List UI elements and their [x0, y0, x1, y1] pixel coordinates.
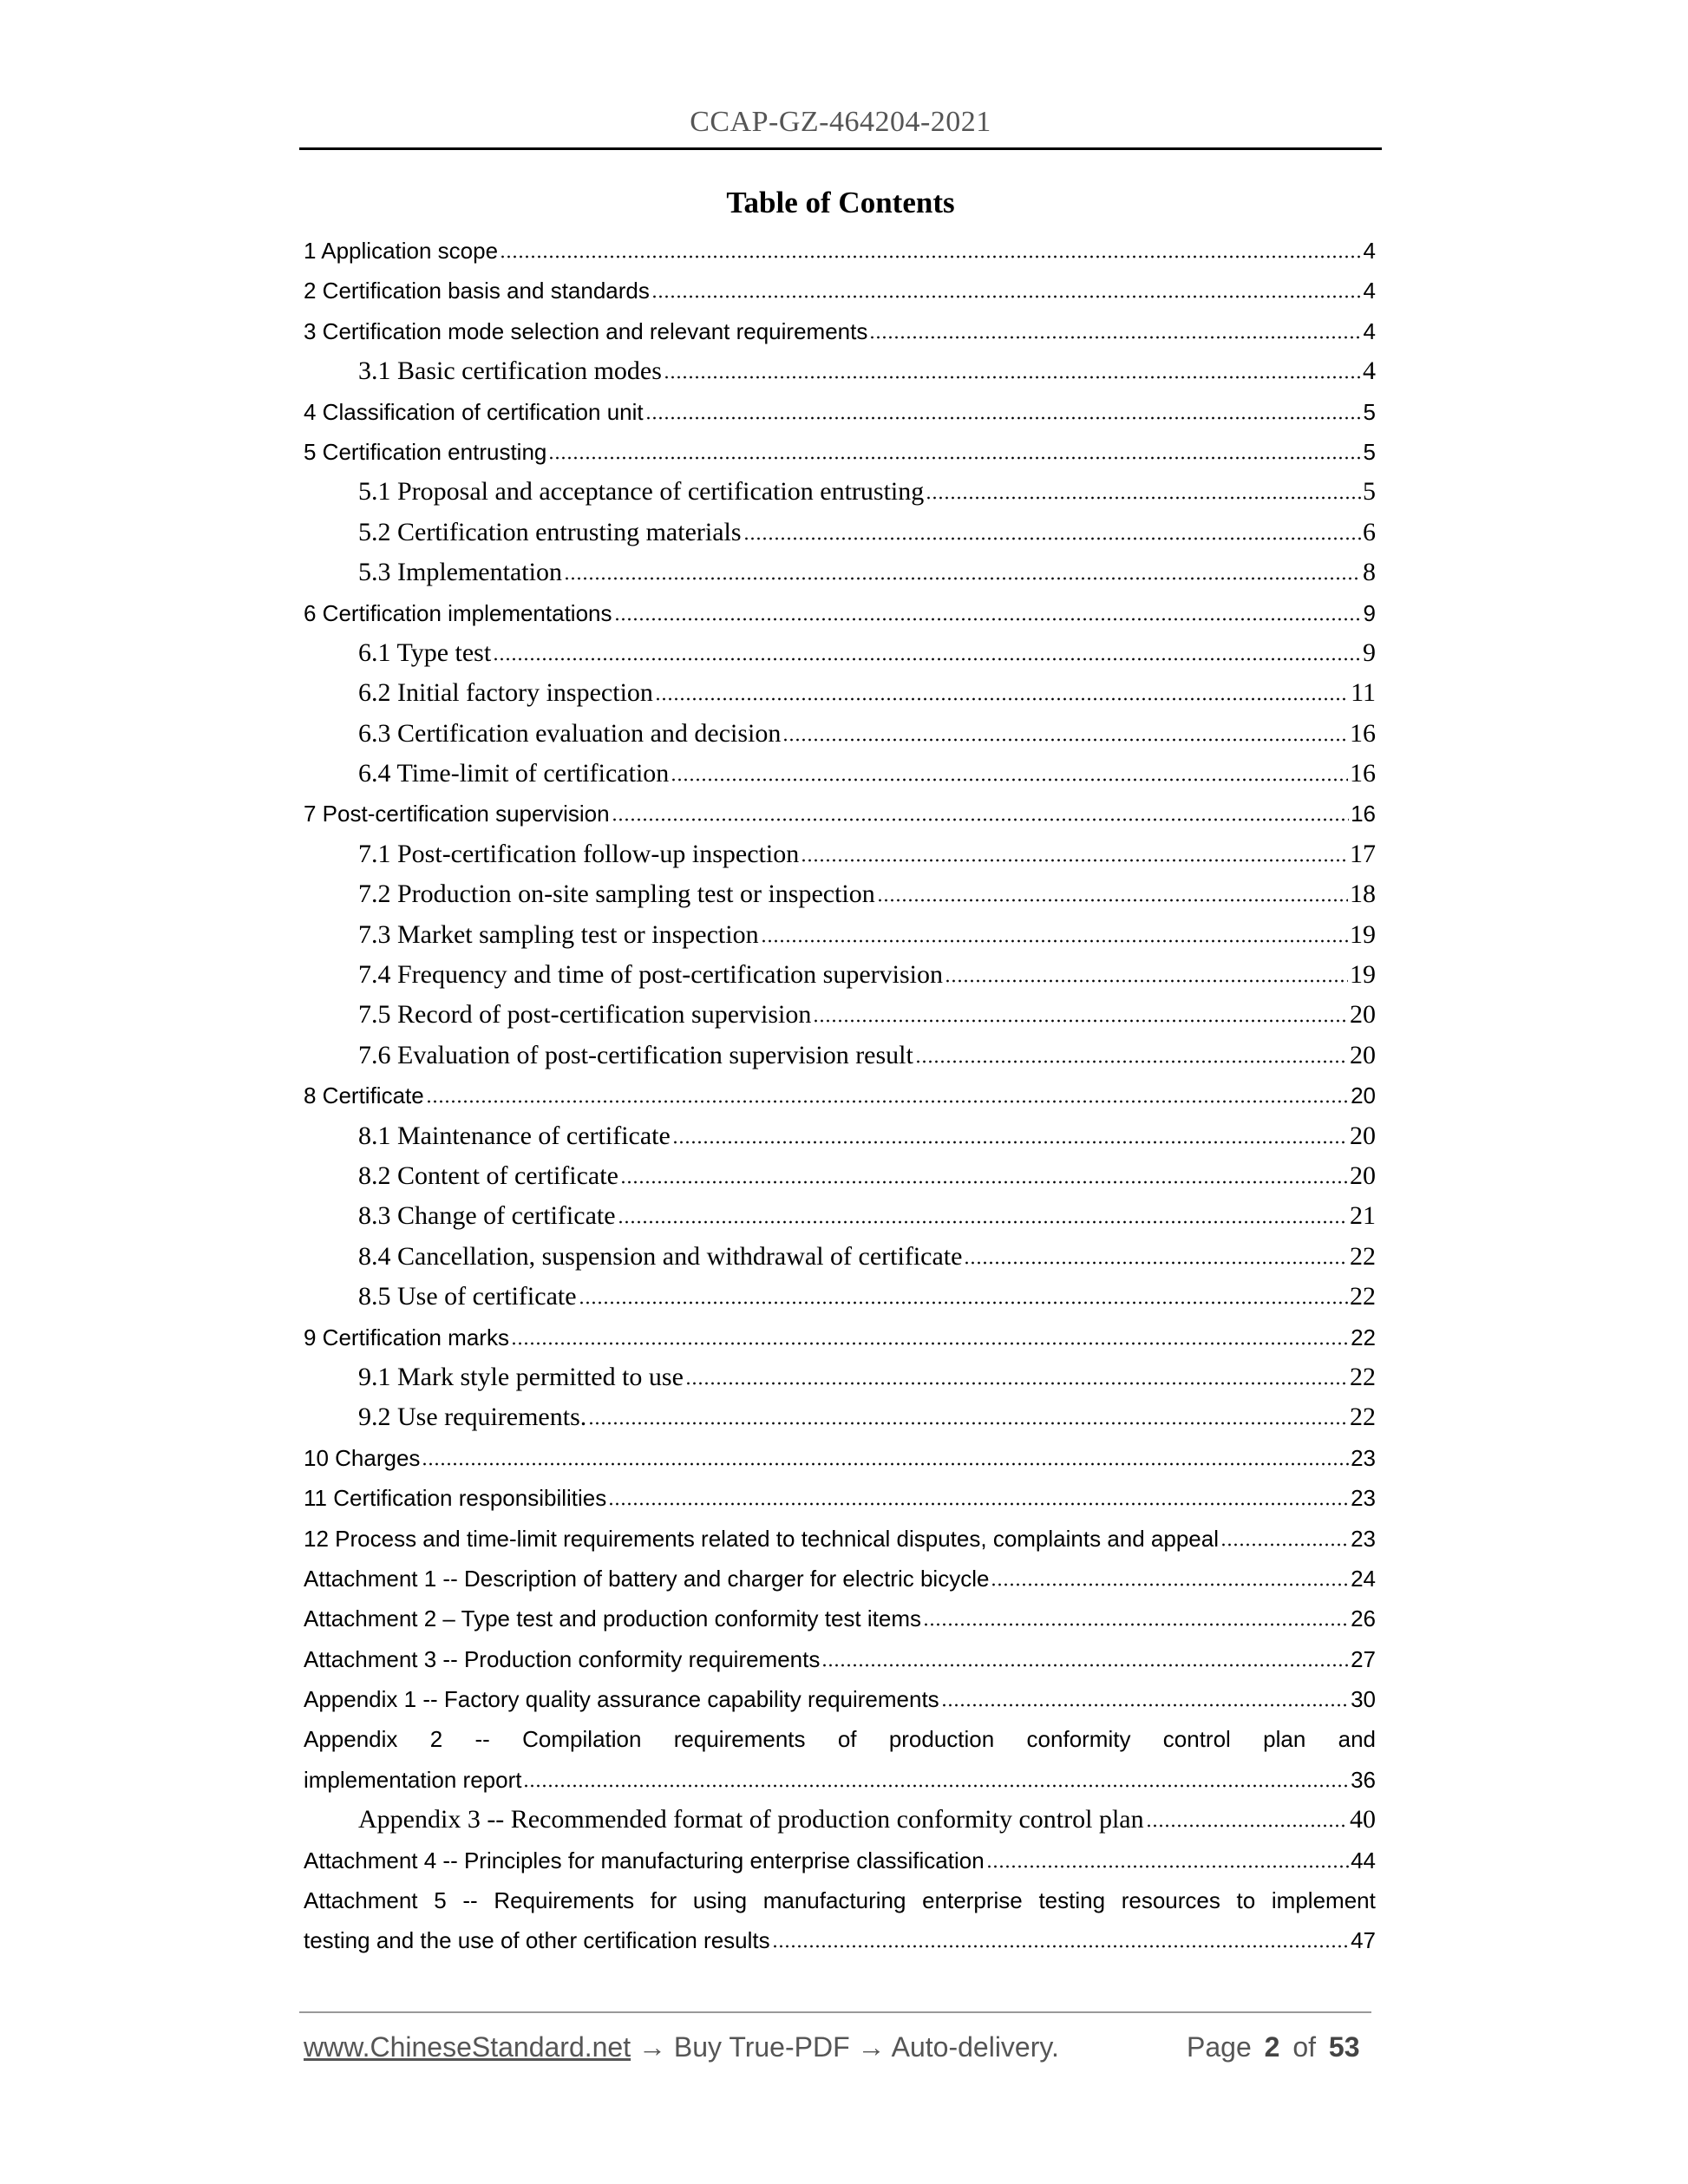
dot-leader [588, 1422, 1348, 1425]
toc-entry-page: 44 [1351, 1847, 1376, 1873]
toc-entry[interactable] [304, 1076, 1376, 1115]
toc-entry-page: 20 [1350, 1161, 1376, 1190]
toc-entry-title: 6.3 Certification evaluation and decision [358, 718, 782, 748]
toc-entry-page: 19 [1350, 960, 1376, 990]
toc-entry-page: 20 [1351, 1082, 1376, 1109]
toc-entry[interactable] [304, 874, 1376, 914]
of-label: of [1292, 2031, 1316, 2063]
dot-leader [612, 818, 1349, 821]
toc-entry-page: 4 [1363, 278, 1376, 304]
dot-leader [782, 738, 1348, 742]
toc-entry-page: 5 [1363, 438, 1376, 465]
toc-entry[interactable] [304, 1478, 1376, 1518]
dot-leader [500, 255, 1361, 258]
dot-leader [655, 697, 1349, 701]
toc-entry-title: 8.4 Cancellation, suspension and withdrawal of certificate [358, 1241, 963, 1271]
toc-entry[interactable] [304, 714, 1376, 754]
dot-leader [671, 778, 1348, 781]
toc-entry[interactable] [304, 1760, 1376, 1800]
toc-entry-title: Attachment 1 -- Description of battery and charger for electric bicycle [304, 1565, 990, 1592]
toc-entry-title: 1 Application scope [304, 238, 499, 264]
toc-entry-page: 21 [1350, 1201, 1376, 1231]
toc-entry-title: 7.1 Post-certification follow-up inspection [358, 839, 800, 868]
toc-entry-title: 6.2 Initial factory inspection [358, 678, 653, 708]
total-pages: 53 [1328, 2031, 1360, 2063]
toc-entry[interactable] [304, 472, 1376, 512]
dot-leader [813, 1019, 1348, 1023]
document-code-header: CCAP-GZ-464204-2021 [690, 106, 991, 138]
toc-entry-title: 12 Process and time-limit requirements related to technical disputes, complaints and appeal [304, 1525, 1219, 1552]
dot-leader [523, 1784, 1349, 1788]
toc-entry[interactable] [304, 1679, 1376, 1719]
toc-entry-title: 7.2 Production on-site sampling test or inspection [358, 879, 875, 909]
dot-leader [511, 1342, 1349, 1345]
toc-entry-page: 5 [1363, 398, 1376, 425]
dot-leader [672, 1141, 1348, 1144]
dot-leader [426, 1100, 1349, 1103]
toc-entry[interactable] [304, 955, 1376, 995]
dot-leader [1146, 1824, 1348, 1828]
toc-entry[interactable] [304, 1156, 1376, 1196]
toc-entry-title: 9.1 Mark style permitted to use [358, 1362, 684, 1391]
toc-entry-page: 20 [1350, 1000, 1376, 1030]
dot-leader [685, 1382, 1348, 1385]
toc-entry-title: 8.5 Use of certificate [358, 1282, 577, 1311]
toc-entry-title: 5.1 Proposal and acceptance of certification entrusting [358, 477, 925, 507]
delivery-text: Auto-delivery. [891, 2031, 1059, 2063]
toc-entry-page: 23 [1351, 1444, 1376, 1471]
dot-leader [986, 1865, 1349, 1868]
toc-entry-page: 9 [1363, 599, 1376, 626]
toc-entry[interactable] [304, 1639, 1376, 1679]
dot-leader [772, 1945, 1349, 1948]
toc-entry[interactable] [304, 553, 1376, 592]
toc-entry-title: 5.3 Implementation [358, 558, 562, 587]
toc-entry[interactable] [304, 392, 1376, 432]
toc-entry[interactable] [304, 915, 1376, 955]
toc-entry-page: 22 [1350, 1241, 1376, 1271]
toc-entry-title: testing and the use of other certification results [304, 1927, 770, 1954]
toc-entry[interactable] [304, 1277, 1376, 1317]
toc-entry-title: 11 Certification responsibilities [304, 1485, 607, 1512]
toc-entry-page: 23 [1351, 1485, 1376, 1512]
toc-entry-title: 3.1 Basic certification modes [358, 356, 662, 386]
footer-rule [299, 2011, 1371, 2013]
toc-entry[interactable] [304, 754, 1376, 794]
footer-promo [304, 2031, 1059, 2063]
toc-entry-page: 18 [1350, 879, 1376, 909]
toc-entry[interactable] [304, 432, 1376, 472]
arrow-icon: → [857, 2031, 886, 2063]
toc-entry-title: 5.2 Certification entrusting materials [358, 517, 742, 546]
toc-entry[interactable] [304, 351, 1376, 391]
toc-entry-title: 3 Certification mode selection and relevant requirements [304, 317, 868, 344]
toc-entry[interactable] [304, 633, 1376, 673]
dot-leader [926, 496, 1361, 500]
dot-leader [608, 1502, 1349, 1506]
toc-entry-page: 4 [1363, 317, 1376, 344]
dot-leader [645, 416, 1362, 420]
toc-entry[interactable] [304, 1559, 1376, 1599]
toc-entry-title: 6.4 Time-limit of certification [358, 759, 670, 788]
toc-entry-title: 8.2 Content of certificate [358, 1161, 618, 1190]
toc-entry-title: 8 Certificate [304, 1082, 424, 1109]
toc-entry-page: 19 [1350, 919, 1376, 949]
toc-entry-page: 16 [1350, 759, 1376, 788]
arrow-icon: → [638, 2031, 666, 2063]
toc-entry-page: 23 [1351, 1525, 1376, 1552]
toc-entry-title: 7.5 Record of post-certification supervision [358, 1000, 812, 1030]
toc-entry-title: Appendix 3 -- Recommended format of production conformity control plan [358, 1805, 1144, 1834]
dot-leader [991, 1583, 1349, 1586]
page-label: Page [1187, 2031, 1252, 2063]
toc-entry[interactable] [304, 1397, 1376, 1437]
dot-leader [941, 1703, 1349, 1707]
toc-entry[interactable] [304, 1237, 1376, 1277]
toc-entry-title: Attachment 4 -- Principles for manufacturing enterprise classification [304, 1847, 985, 1873]
dot-leader [743, 537, 1361, 540]
toc-entry-title: 6 Certification implementations [304, 599, 612, 626]
toc-entry-title: 10 Charges [304, 1444, 421, 1471]
toc-entry[interactable] [304, 1318, 1376, 1357]
toc-entry[interactable] [304, 1036, 1376, 1076]
toc-entry[interactable] [304, 1800, 1376, 1840]
toc-entry[interactable] [304, 673, 1376, 713]
page-number [1187, 2031, 1359, 2063]
current-page: 2 [1264, 2031, 1280, 2063]
toc-entry-title: 7 Post-certification supervision [304, 801, 610, 827]
dot-leader [548, 456, 1361, 460]
toc-entry[interactable] [304, 231, 1376, 271]
toc-entry-title: 4 Classification of certification unit [304, 398, 644, 425]
toc-entry-title: 9.2 Use requirements. [358, 1403, 587, 1432]
dot-leader [564, 577, 1361, 580]
toc-entry[interactable] [304, 1196, 1376, 1236]
toc-entry-title: Attachment 2 – Type test and production conformity test items [304, 1605, 921, 1632]
toc-entry-page: 22 [1350, 1282, 1376, 1311]
toc-entry-page: 22 [1351, 1324, 1376, 1350]
toc-entry-title: 2 Certification basis and standards [304, 278, 650, 304]
dot-leader [664, 376, 1361, 379]
toc-entry[interactable] [304, 271, 1376, 311]
toc-entry[interactable] [304, 1357, 1376, 1397]
toc-entry[interactable] [304, 834, 1376, 874]
toc-entry-page: 47 [1351, 1927, 1376, 1954]
dot-leader [964, 1261, 1348, 1265]
toc-entry[interactable] [304, 593, 1376, 633]
toc-entry-page: 9 [1363, 638, 1376, 667]
toc-entry-title: implementation report [304, 1766, 522, 1793]
dot-leader [923, 1623, 1349, 1626]
dot-leader [877, 899, 1348, 902]
toc-entry-page: 20 [1350, 1121, 1376, 1150]
toc-entry-page: 4 [1363, 238, 1376, 264]
toc-entry-page: 5 [1363, 477, 1376, 507]
dot-leader [821, 1664, 1349, 1667]
toc-entry-title: Attachment 3 -- Production conformity requirements [304, 1645, 821, 1672]
toc-entry[interactable] [304, 1841, 1376, 1880]
toc-entry-page: 22 [1350, 1362, 1376, 1391]
toc-entry-title: 7.4 Frequency and time of post-certification supervision [358, 960, 943, 990]
dot-leader [614, 618, 1362, 621]
toc-entry-page: 8 [1363, 558, 1376, 587]
dot-leader [493, 657, 1361, 661]
toc-entry[interactable] [304, 513, 1376, 553]
toc-entry-page: 24 [1351, 1565, 1376, 1592]
toc-entry-page: 4 [1363, 356, 1376, 386]
toc-entry-page: 6 [1363, 517, 1376, 546]
toc-entry-page: 30 [1351, 1686, 1376, 1713]
toc-entry-title: 9 Certification marks [304, 1324, 509, 1350]
dot-leader [915, 1060, 1348, 1063]
toc-entry-title: 5 Certification entrusting [304, 438, 547, 465]
toc-entry-title: 8.3 Change of certificate [358, 1201, 616, 1231]
toc-entry-page: 16 [1350, 718, 1376, 748]
toc-entry[interactable] [304, 1438, 1376, 1478]
dot-leader [422, 1462, 1349, 1466]
dot-leader [869, 336, 1361, 339]
dot-leader [579, 1301, 1348, 1305]
toc-entry-title: 6.1 Type test [358, 638, 492, 667]
toc-entry-title: 8.1 Maintenance of certificate [358, 1121, 671, 1150]
page-title: Table of Contents [726, 186, 955, 219]
header-rule [299, 147, 1382, 150]
toc-entry[interactable] [304, 311, 1376, 351]
toc-entry-page: 16 [1351, 801, 1376, 827]
toc-entry-page: 26 [1351, 1605, 1376, 1632]
toc-entry[interactable] [304, 1920, 1376, 1960]
table-of-contents [304, 231, 1376, 1961]
toc-entry-page: 11 [1351, 678, 1376, 708]
toc-entry[interactable] [304, 794, 1376, 834]
toc-entry-page: 22 [1350, 1403, 1376, 1432]
buy-text: Buy True-PDF [673, 2031, 850, 2063]
toc-entry-first-line[interactable]: Appendix 2 -- Compilation requirements of production conformity control plan and [304, 1726, 1376, 1753]
dot-leader [761, 939, 1348, 943]
dot-leader [651, 295, 1362, 298]
toc-entry[interactable] [304, 1116, 1376, 1156]
toc-entry-first-line[interactable]: Attachment 5 -- Requirements for using manufacturing enterprise testing resources to implement [304, 1887, 1376, 1914]
toc-entry-page: 17 [1350, 839, 1376, 868]
dot-leader [618, 1220, 1348, 1224]
toc-entry[interactable] [304, 1599, 1376, 1638]
dot-leader [620, 1180, 1348, 1184]
dot-leader [1220, 1543, 1349, 1546]
toc-entry-title: 7.6 Evaluation of post-certification supervision result [358, 1040, 913, 1069]
toc-entry-page: 27 [1351, 1645, 1376, 1672]
dot-leader [801, 859, 1348, 862]
toc-entry-page: 36 [1351, 1766, 1376, 1793]
toc-entry-title: Appendix 1 -- Factory quality assurance capability requirements [304, 1686, 939, 1713]
toc-entry-title: 7.3 Market sampling test or inspection [358, 919, 759, 949]
website-link[interactable]: www.ChineseStandard.net [304, 2031, 631, 2063]
toc-entry-page: 20 [1350, 1040, 1376, 1069]
toc-entry-page: 40 [1350, 1805, 1376, 1834]
toc-entry[interactable] [304, 995, 1376, 1035]
toc-entry[interactable] [304, 1519, 1376, 1559]
dot-leader [945, 979, 1348, 983]
